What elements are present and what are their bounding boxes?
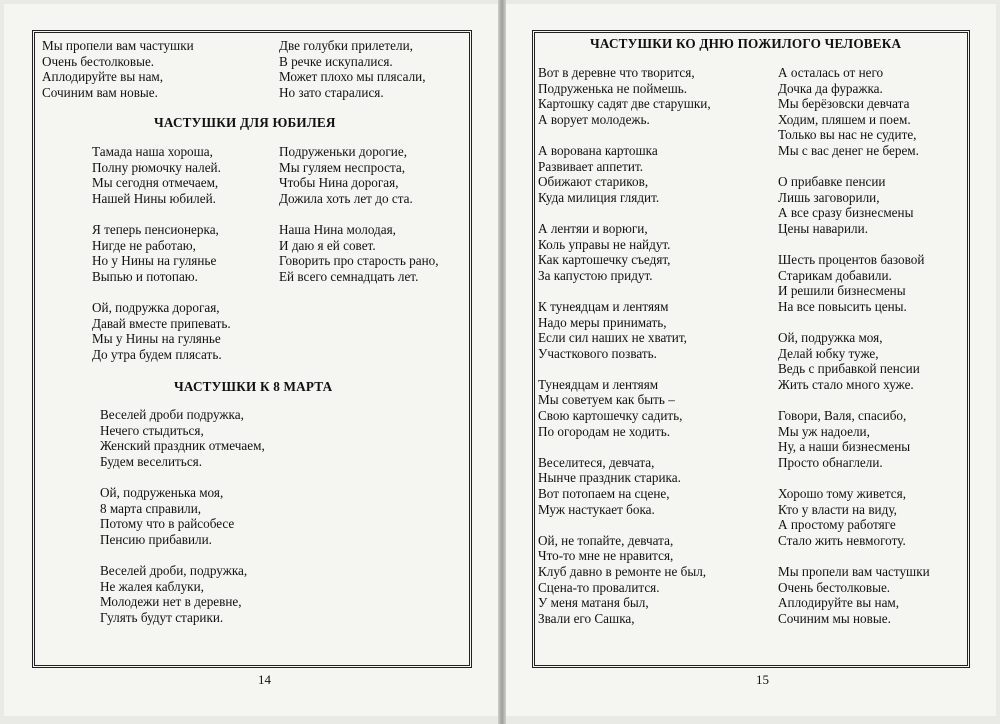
stanza	[538, 143, 711, 205]
verse-line: А простому работяге	[778, 517, 896, 533]
verse-column	[100, 407, 265, 625]
verse-line: О прибавке пенсии	[778, 174, 886, 190]
verse-line: Пенсию прибавили.	[100, 531, 212, 547]
verse-line: Потому что в райсобесе	[100, 516, 235, 532]
stanza	[538, 377, 711, 439]
verse-line: Если сил наших не хватит,	[538, 330, 687, 346]
right-page	[506, 4, 996, 716]
stanza	[100, 407, 265, 469]
stanza	[538, 65, 711, 127]
verse-column	[279, 38, 426, 100]
verse-line: По огородам не ходить.	[538, 423, 671, 439]
verse-line: Может плохо мы плясали,	[279, 69, 426, 85]
verse-line: Аплодируйте вы нам,	[778, 595, 900, 611]
verse-column	[538, 65, 711, 626]
verse-column	[42, 38, 194, 100]
stanza	[42, 38, 194, 100]
verse-line: Но зато старалися.	[279, 84, 384, 100]
verse-line: Сочиним вам новые.	[42, 84, 158, 100]
verse-line: Ходим, пляшем и поем.	[778, 111, 911, 127]
verse-line: Участкового позвать.	[538, 345, 657, 361]
verse-line: Подруженька не поймешь.	[538, 80, 688, 96]
verse-line: Просто обнаглели.	[778, 454, 883, 470]
verse-line: Сцена-то провалится.	[538, 579, 660, 595]
verse-line: Ей всего семнадцать лет.	[279, 268, 419, 284]
verse-line: Лишь заговорили,	[778, 189, 880, 205]
stanza	[538, 299, 711, 361]
verse-line: Нынче праздник старика.	[538, 470, 681, 486]
stanza	[778, 65, 930, 159]
verse-line: Веселей дроби подружка,	[100, 407, 244, 422]
verse-line: Только вы нас не судите,	[778, 127, 917, 143]
verse-line: Мы с вас денег не берем.	[778, 142, 919, 158]
verse-line: Кто у власти на виду,	[778, 501, 897, 517]
verse-line: Будем веселиться.	[100, 453, 203, 469]
verse-line: Очень бестолковые.	[778, 579, 891, 595]
verse-line: Дочка да фуражка.	[778, 80, 883, 96]
verse-line: Ведь с прибавкой пенсии	[778, 361, 920, 377]
verse-line: Женский праздник отмечаем,	[100, 438, 265, 454]
verse-line: На все повысить цены.	[778, 298, 907, 314]
verse-line: Не жалея каблуки,	[100, 578, 204, 594]
verse-line: Полну рюмочку налей.	[92, 159, 221, 175]
verse-line: Нигде не работаю,	[92, 237, 196, 253]
stanza	[279, 38, 426, 100]
stanza	[778, 174, 930, 236]
stanza	[778, 330, 930, 392]
page-number: 14	[258, 672, 271, 687]
stanza	[92, 300, 231, 362]
verse-line: И решили бизнесмены	[778, 283, 906, 299]
verse-line: Мы сегодня отмечаем,	[92, 175, 219, 191]
stanza	[778, 564, 930, 626]
stanza	[279, 222, 439, 284]
left-page	[4, 4, 498, 716]
verse-line: Тамада наша хороша,	[92, 144, 213, 159]
verse-column	[778, 65, 930, 626]
verse-line: Мы пропели вам частушки	[42, 38, 194, 53]
section-heading: ЧАСТУШКИ ДЛЯ ЮБИЛЕЯ	[154, 115, 336, 130]
verse-line: Мы советуем как быть –	[538, 392, 675, 408]
verse-line: Свою картошечку садить,	[538, 408, 683, 424]
verse-line: Мы у Нины на гулянье	[92, 331, 221, 347]
verse-line: Куда милиция глядит.	[538, 189, 660, 205]
verse-line: Ой, подружка моя,	[778, 330, 883, 346]
verse-line: А ворована картошка	[538, 142, 658, 158]
verse-line: 8 марта справили,	[100, 500, 202, 516]
verse-line: Сочиним мы новые.	[778, 610, 891, 626]
verse-line: Мы берёзовски девчата	[778, 96, 910, 112]
verse-line: Шесть процентов базовой	[778, 252, 925, 268]
stanza	[538, 533, 711, 627]
verse-line: А лентяи и ворюги,	[538, 220, 648, 236]
verse-line: Тунеядцам и лентяям	[538, 376, 659, 392]
verse-line: Веселей дроби, подружка,	[100, 562, 248, 578]
section-heading: ЧАСТУШКИ К 8 МАРТА	[174, 379, 333, 394]
verse-column	[92, 144, 231, 362]
verse-line: Выпью и потопаю.	[92, 268, 198, 284]
verse-line: За капустою придут.	[538, 267, 653, 283]
verse-line: Как картошечку съедят,	[538, 252, 671, 268]
verse-line: Но у Нины на гулянье	[92, 253, 217, 269]
verse-line: Веселитеся, девчата,	[538, 454, 655, 470]
verse-line: Что-то мне не нравится,	[538, 548, 674, 564]
verse-line: Подруженьки дорогие,	[279, 144, 408, 159]
stanza	[92, 222, 231, 284]
stanza	[778, 252, 930, 314]
stanza	[778, 408, 930, 470]
verse-line: Муж настукает бока.	[538, 501, 655, 517]
verse-line: У меня матаня был,	[538, 595, 649, 611]
verse-line: Ой, не топайте, девчата,	[538, 532, 674, 548]
verse-line: Нечего стыдиться,	[100, 422, 204, 438]
verse-line: Чтобы Нина дорогая,	[279, 175, 399, 191]
verse-line: В речке искупалися.	[279, 53, 393, 69]
verse-line: Молодежи нет в деревне,	[100, 594, 242, 610]
verse-line: Две голубки прилетели,	[279, 38, 413, 53]
verse-line: Ой, подружка дорогая,	[92, 299, 220, 315]
verse-line: Давай вместе припевать.	[92, 315, 231, 331]
stanza	[538, 221, 711, 283]
verse-line: Обижают стариков,	[538, 174, 649, 190]
verse-line: А осталась от него	[778, 65, 884, 80]
verse-line: И даю я ей совет.	[279, 237, 376, 253]
verse-line: Стало жить невмоготу.	[778, 532, 906, 548]
verse-line: Картошку садят две старушки,	[538, 96, 711, 112]
stanza	[778, 486, 930, 548]
verse-line: Цены наварили.	[778, 220, 868, 236]
stanza	[279, 144, 439, 206]
verse-line: Вот в деревне что творится,	[538, 65, 695, 80]
stanza	[538, 455, 711, 517]
verse-line: Очень бестолковые.	[42, 53, 155, 69]
verse-line: До утра будем плясать.	[92, 346, 222, 362]
verse-line: Я теперь пенсионерка,	[92, 221, 219, 237]
stanza	[92, 144, 231, 206]
verse-line: А ворует молодежь.	[538, 111, 650, 127]
verse-line: Хорошо тому живется,	[778, 486, 906, 502]
verse-line: Ой, подруженька моя,	[100, 484, 224, 500]
verse-line: Ну, а наши бизнесмены	[778, 439, 911, 455]
verse-line: Старикам добавили.	[778, 267, 892, 283]
section-heading: ЧАСТУШКИ КО ДНЮ ПОЖИЛОГО ЧЕЛОВЕКА	[590, 36, 902, 51]
verse-line: Дожила хоть лет до ста.	[279, 190, 413, 206]
verse-line: Звали его Сашка,	[538, 610, 635, 626]
verse-line: А все сразу бизнесмены	[778, 205, 914, 221]
verse-line: Наша Нина молодая,	[279, 221, 396, 237]
verse-line: Гулять будут старики.	[100, 609, 224, 625]
verse-line: Надо меры принимать,	[538, 314, 667, 330]
verse-line: Коль управы не найдут.	[538, 236, 671, 252]
stanza	[100, 485, 265, 547]
verse-line: Говорить про старость рано,	[279, 253, 439, 269]
verse-line: Мы гуляем неспроста,	[279, 159, 406, 175]
verse-line: Говори, Валя, спасибо,	[778, 408, 907, 424]
book-spine	[498, 0, 506, 724]
verse-line: Нашей Нины юбилей.	[92, 190, 216, 206]
verse-column	[279, 144, 439, 284]
verse-line: Вот потопаем на сцене,	[538, 486, 670, 502]
verse-line: Делай юбку туже,	[778, 345, 879, 361]
verse-line: Мы пропели вам частушки	[778, 564, 930, 579]
verse-line: Развивает аппетит.	[538, 158, 644, 174]
verse-line: Жить стало много хуже.	[778, 376, 914, 392]
verse-line: Аплодируйте вы нам,	[42, 69, 164, 85]
verse-line: К тунеядцам и лентяям	[538, 298, 669, 314]
page-number: 15	[756, 672, 769, 687]
verse-line: Мы уж надоели,	[778, 423, 870, 439]
stanza	[100, 563, 265, 625]
verse-line: Клуб давно в ремонте не был,	[538, 564, 707, 579]
